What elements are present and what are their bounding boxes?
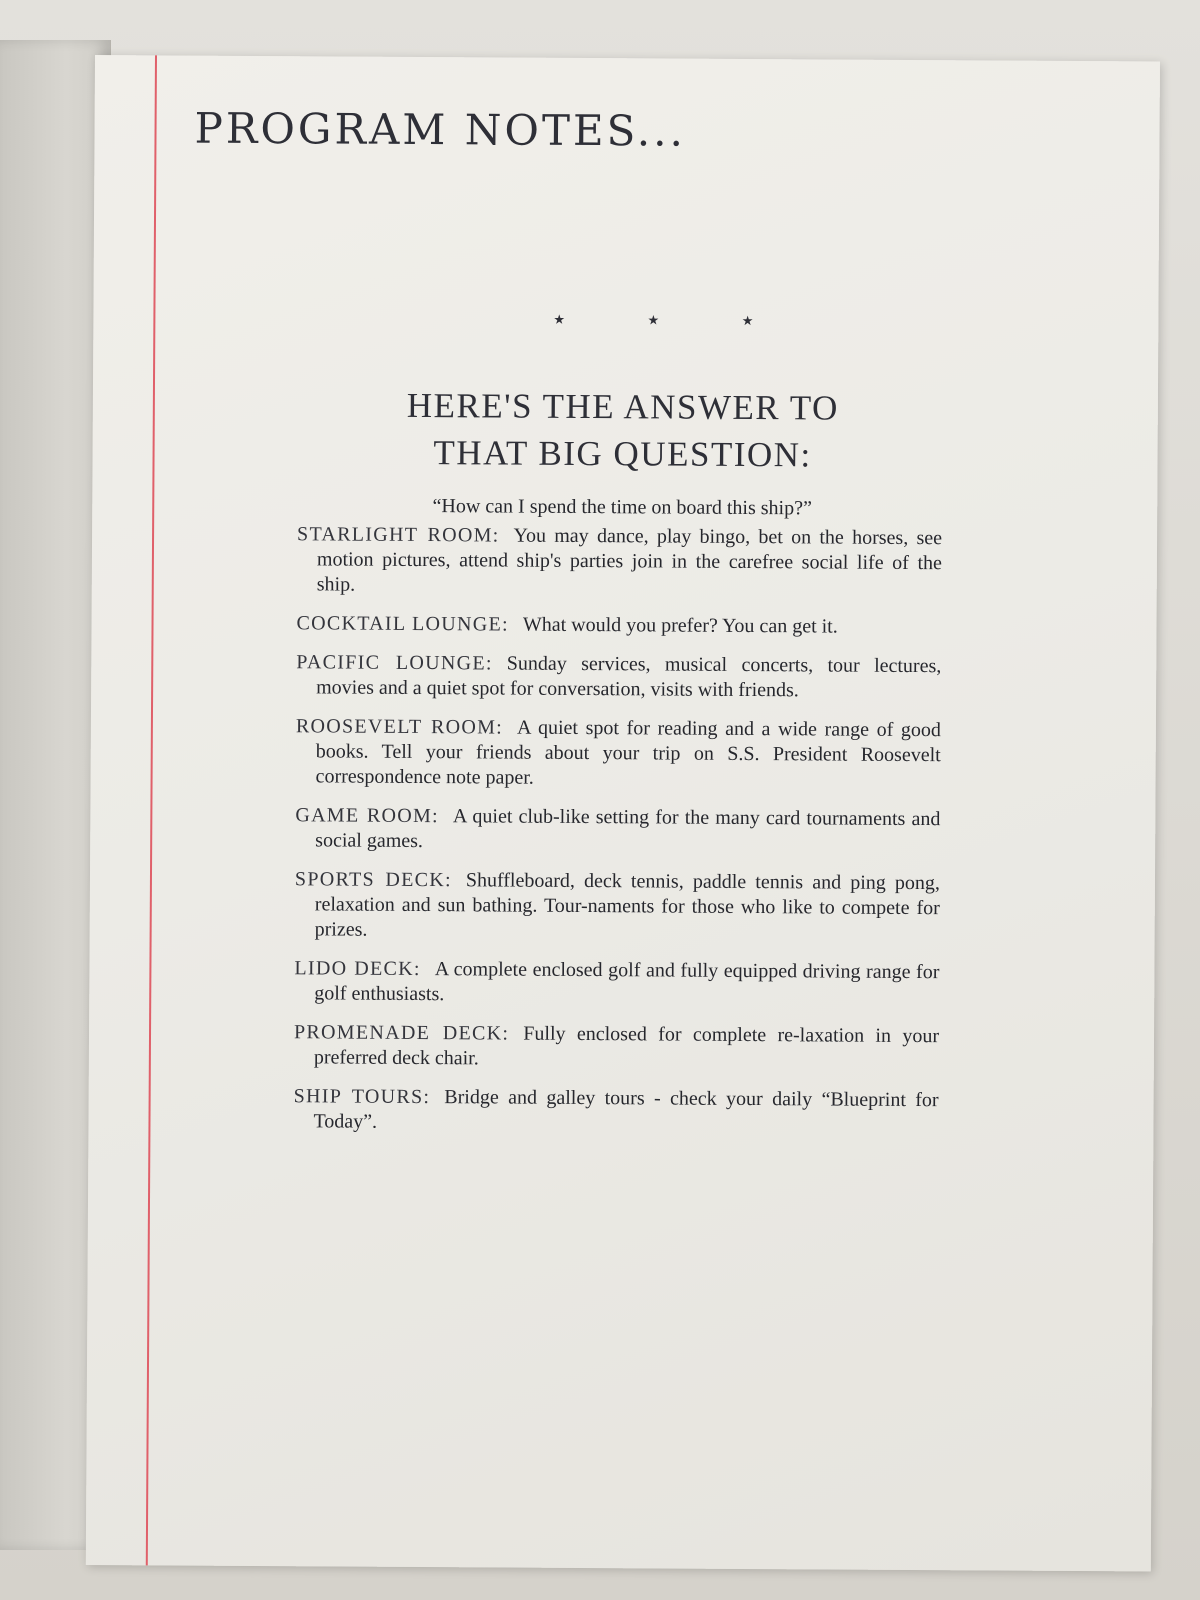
venue-entry-lido-deck — [294, 956, 939, 1010]
venue-name: PROMENADE DECK: — [293, 1021, 510, 1045]
venue-description: Shuffleboard, deck tennis, paddle tennis and ping pong, relaxation and sun bathing. Tour-naments for those who like to compete for prizes. — [314, 869, 941, 941]
venue-name: STARLIGHT ROOM: — [297, 523, 500, 547]
venue-description: A complete enclosed golf and fully equipped driving range for golf enthusiasts. — [314, 958, 940, 1006]
headline-line-1: HERE'S THE ANSWER TO — [406, 385, 839, 428]
venue-description: You may dance, play bingo, bet on the horses, see motion pictures, attend ship's parties join in the carefree social life of the ship. — [316, 524, 943, 596]
program-page — [86, 55, 1160, 1571]
star-icon: ★ — [647, 313, 660, 329]
venue-entry-cocktail-lounge — [296, 611, 941, 640]
venue-description: Bridge and galley tours - check your daily “Blueprint for Today”. — [313, 1086, 939, 1133]
star-divider — [553, 313, 753, 329]
headline — [342, 382, 903, 479]
venue-description: What would you prefer? You can get it. — [522, 613, 838, 638]
venue-name: COCKTAIL LOUNGE: — [296, 612, 509, 636]
venue-name: ROOSEVELT ROOM: — [295, 715, 504, 739]
venue-entry-game-room — [295, 803, 940, 857]
venue-description: A quiet spot for reading and a wide range of good books. Tell your friends about your trip on S.S. President Roosevelt correspondence note paper. — [315, 716, 941, 789]
venue-name: LIDO DECK: — [294, 957, 421, 981]
star-icon: ★ — [741, 313, 754, 330]
headline-line-2: THAT BIG QUESTION: — [433, 433, 812, 475]
venue-name: PACIFIC LOUNGE: — [296, 651, 493, 675]
venue-entry-promenade-deck — [294, 1020, 939, 1074]
venue-name: SHIP TOURS: — [293, 1085, 431, 1109]
red-margin-rule — [146, 55, 157, 1565]
venue-entry-ship-tours — [293, 1084, 938, 1138]
star-icon: ★ — [553, 312, 566, 328]
venue-description: Sunday services, musical concerts, tour lectures, movies and a quiet spot for conversation, visits with friends. — [316, 652, 942, 702]
venue-entry-roosevelt-room — [296, 714, 941, 793]
venue-name: GAME ROOM: — [295, 804, 440, 828]
venue-name: SPORTS DECK: — [294, 868, 452, 892]
venue-list — [293, 522, 942, 1152]
question-quote: “How can I spend the time on board this ship?” — [432, 495, 812, 520]
venue-description: Fully enclosed for complete re-laxation in your preferred deck chair. — [313, 1022, 940, 1070]
venue-entry-pacific-lounge — [296, 650, 941, 704]
page-title: PROGRAM NOTES... — [194, 103, 687, 156]
venue-entry-sports-deck — [295, 867, 940, 946]
venue-description: A quiet club-like setting for the many card tournaments and social games. — [315, 805, 941, 853]
venue-entry-starlight-room — [297, 522, 942, 601]
